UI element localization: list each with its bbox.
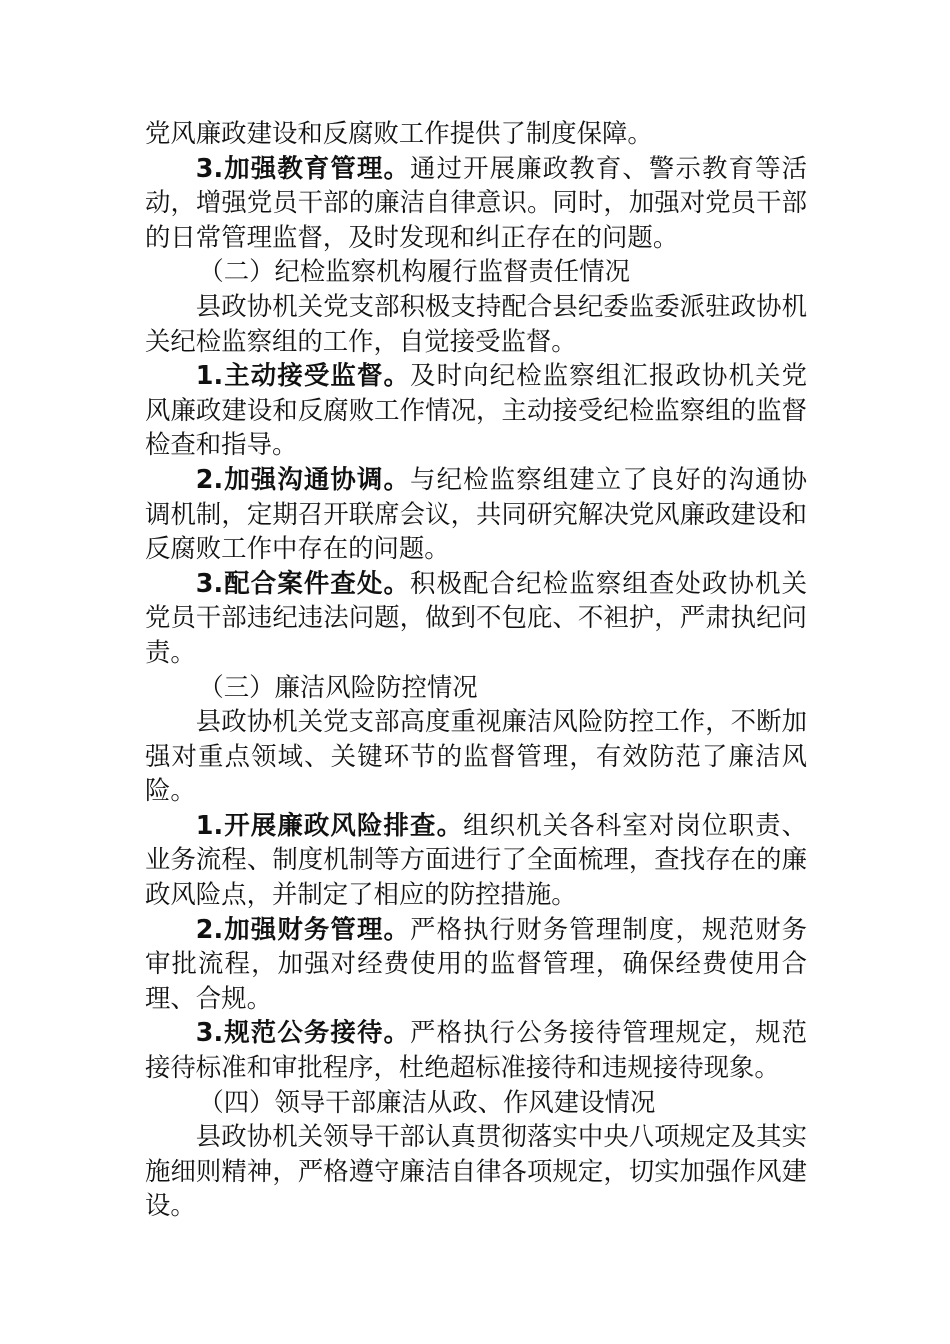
paragraph-text: 党风廉政建设和反腐败工作提供了制度保障。 [145,118,653,148]
item-lead: 3.配合案件查处。 [195,567,411,598]
item-case-handling [145,566,807,670]
section-heading-3: （三）廉洁风险防控情况 [198,671,478,702]
item-financial-management [145,912,807,1016]
paragraph-continuation [145,116,807,151]
item-lead: 1.主动接受监督。 [195,360,411,391]
item-lead: 2.加强财务管理。 [195,913,411,944]
item-text: 严格执行公务接待管理规定，规范接待标准和审批程序，杜绝超标准接待和违规接待现象。 [145,1017,808,1083]
section-3-intro [145,704,807,808]
item-accept-supervision [145,358,807,462]
document-page [145,116,807,1223]
item-lead: 3.规范公务接待。 [195,1017,411,1048]
section-4-intro [145,1119,807,1223]
item-text: 严格执行财务管理制度，规范财务审批流程，加强对经费使用的监督管理，确保经费使用合理、合规。 [145,913,808,1013]
item-text: 组织机关各科室对岗位职责、业务流程、制度机制等方面进行了全面梳理，查找存在的廉政风险点，并制定了相应的防控措施。 [145,809,808,910]
paragraph-text: 县政协机关党支部积极支持配合县纪委监委派驻政协机关纪检监察组的工作，自觉接受监督。 [145,290,807,356]
item-lead: 2.加强沟通协调。 [195,463,411,494]
section-2-intro [145,289,807,358]
item-strengthen-education [145,151,807,255]
item-text: 与纪检监察组建立了良好的沟通协调机制，定期召开联席会议，共同研究解决党风廉政建设和反腐败工作中存在的问题。 [145,463,808,564]
item-communication [145,462,807,566]
paragraph-text: 县政协机关党支部高度重视廉洁风险防控工作，不断加强对重点领域、关键环节的监督管理，有效防范了廉洁风险。 [145,706,807,806]
item-text: 及时向纪检监察组汇报政协机关党风廉政建设和反腐败工作情况，主动接受纪检监察组的监督检查和指导。 [145,360,808,460]
section-heading-2: （二）纪检监察机构履行监督责任情况 [198,256,630,287]
section-heading-4: （四）领导干部廉洁从政、作风建设情况 [198,1086,656,1117]
item-text: 积极配合纪检监察组查处政协机关党员干部违纪违法问题，做到不包庇、不袒护，严肃执纪问责。 [145,567,808,667]
item-risk-investigation [145,808,807,912]
item-text: 通过开展廉政教育、警示教育等活动，增强党员干部的廉洁自律意识。同时，加强对党员干部的日常管理监督，及时发现和纠正存在的问题。 [145,152,808,252]
item-official-reception [145,1015,807,1084]
item-lead: 1.开展廉政风险排查。 [195,809,464,840]
item-lead: 3.加强教育管理。 [195,152,411,183]
paragraph-text: 县政协机关领导干部认真贯彻落实中央八项规定及其实施细则精神，严格遵守廉洁自律各项规定，切实加强作风建设。 [145,1121,807,1221]
